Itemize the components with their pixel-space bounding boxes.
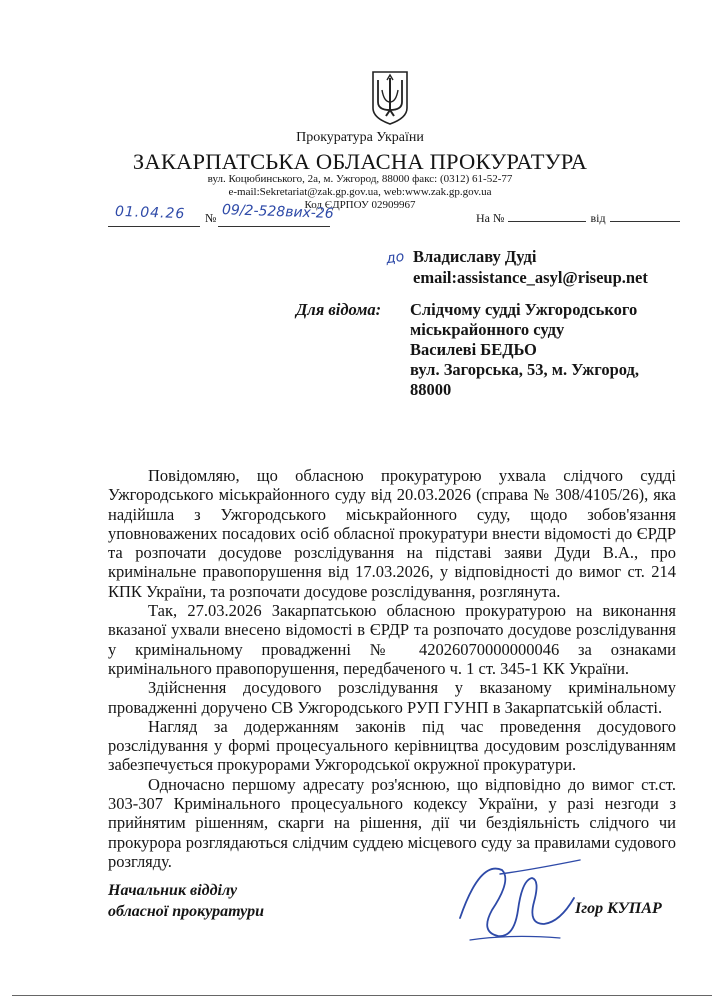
copy-recipient-line: вул. Загорська, 53, м. Ужгород, xyxy=(410,360,639,379)
signatory-title-line: Начальник відділу xyxy=(108,882,238,899)
for-information-label: Для відома: xyxy=(296,300,382,319)
reply-to-label: На № xyxy=(476,211,505,225)
reply-number-blank xyxy=(508,211,586,222)
reply-reference xyxy=(476,211,680,226)
body-paragraph: Здійснення досудового розслідування у вказаному кримінальному провадженні доручено СВ Ужгородського РУП ГУНП в Закарпатській області. xyxy=(108,678,676,717)
country-prosecutor-line: Прокуратура України xyxy=(296,130,424,145)
handwritten-outgoing-number: 09/2-528вих-26 xyxy=(221,202,334,222)
reply-date-blank xyxy=(610,211,680,222)
office-edrpou: Код ЄДРПОУ 02909967 xyxy=(304,199,416,211)
signatory-title-line: обласної прокуратури xyxy=(108,903,264,920)
trident-emblem-icon xyxy=(370,68,410,126)
copy-recipient-block xyxy=(410,300,650,400)
signatory-name: Ігор КУПАР xyxy=(575,900,662,917)
recipient-block xyxy=(413,246,648,288)
recipient-email: email:assistance_asyl@riseup.net xyxy=(413,268,648,287)
body-paragraph: Повідомляю, що обласною прокуратурою ухвала слідчого судді Ужгородського міськрайонного суду від 20.03.2026 (справа № 308/4105/26), яка надійшла з Ужгородського міськрайонного суду, щодо зобов'язання уповноважених посадових осіб обласної прокуратури внести відомості до ЄРДР та розпочати досудове розслідування на підставі заяви Дуди В.А., про кримінальне правопорушення від 17.03.2026, у відповідності до вимог ст. 214 КПК України, та розпочати досудове розслідування, розглянута. xyxy=(108,466,676,601)
copy-recipient-line: 88000 xyxy=(410,380,452,399)
letter-body xyxy=(108,466,676,871)
copy-recipient-line: Василеві БЕДЬО xyxy=(410,340,537,359)
handwritten-date: 01.04.26 xyxy=(114,203,186,223)
office-title: ЗАКАРПАТСЬКА ОБЛАСНА ПРОКУРАТУРА xyxy=(132,149,588,174)
handwritten-to-mark: до xyxy=(384,248,406,268)
signatory-title xyxy=(108,880,264,922)
number-label: № xyxy=(205,211,217,225)
recipient-name: Владиславу Дуді xyxy=(413,247,537,266)
office-address: вул. Коцюбинського, 2а, м. Ужгород, 88000 факс: (0312) 61-52-77 xyxy=(207,173,513,185)
copy-recipient-line: Слідчому судді Ужгородського xyxy=(410,300,638,319)
body-paragraph: Одночасно першому адресату роз'яснюю, що відповідно до вимог ст.ст. 303-307 Кримінального процесуального кодексу України, у разі незгоди з прийнятим рішенням, скарги на рішення, дії чи бездіяльність слідчого чи прокурора розглядаються слідчим суддею місцевого суду за правилами судового розгляду. xyxy=(108,774,676,871)
handwritten-signature-icon xyxy=(440,840,600,950)
body-paragraph: Так, 27.03.2026 Закарпатською обласною прокуратурою на виконання вказаної ухвали внесено відомості в ЄРДР та розпочато досудове розслідування у кримінальному провадженні № 42026070000000046 за ознаками кримінального правопорушення, передбаченого ч. 1 ст. 345-1 КК України. xyxy=(108,601,676,678)
page-bottom-edge xyxy=(12,995,712,996)
date-underline xyxy=(108,226,200,227)
number-underline xyxy=(218,226,330,227)
office-contacts: e-mail:Sekretariat@zak.gp.gov.ua, web:www.zak.gp.gov.ua xyxy=(228,186,492,198)
from-label: від xyxy=(590,211,606,225)
copy-recipient-line: міськрайонного суду xyxy=(410,320,565,339)
body-paragraph: Нагляд за додержанням законів під час проведення досудового розслідування у формі процесуального керівництва досудовим розслідуванням забезпечується прокурорами Ужгородської окружної прокуратури. xyxy=(108,716,676,775)
